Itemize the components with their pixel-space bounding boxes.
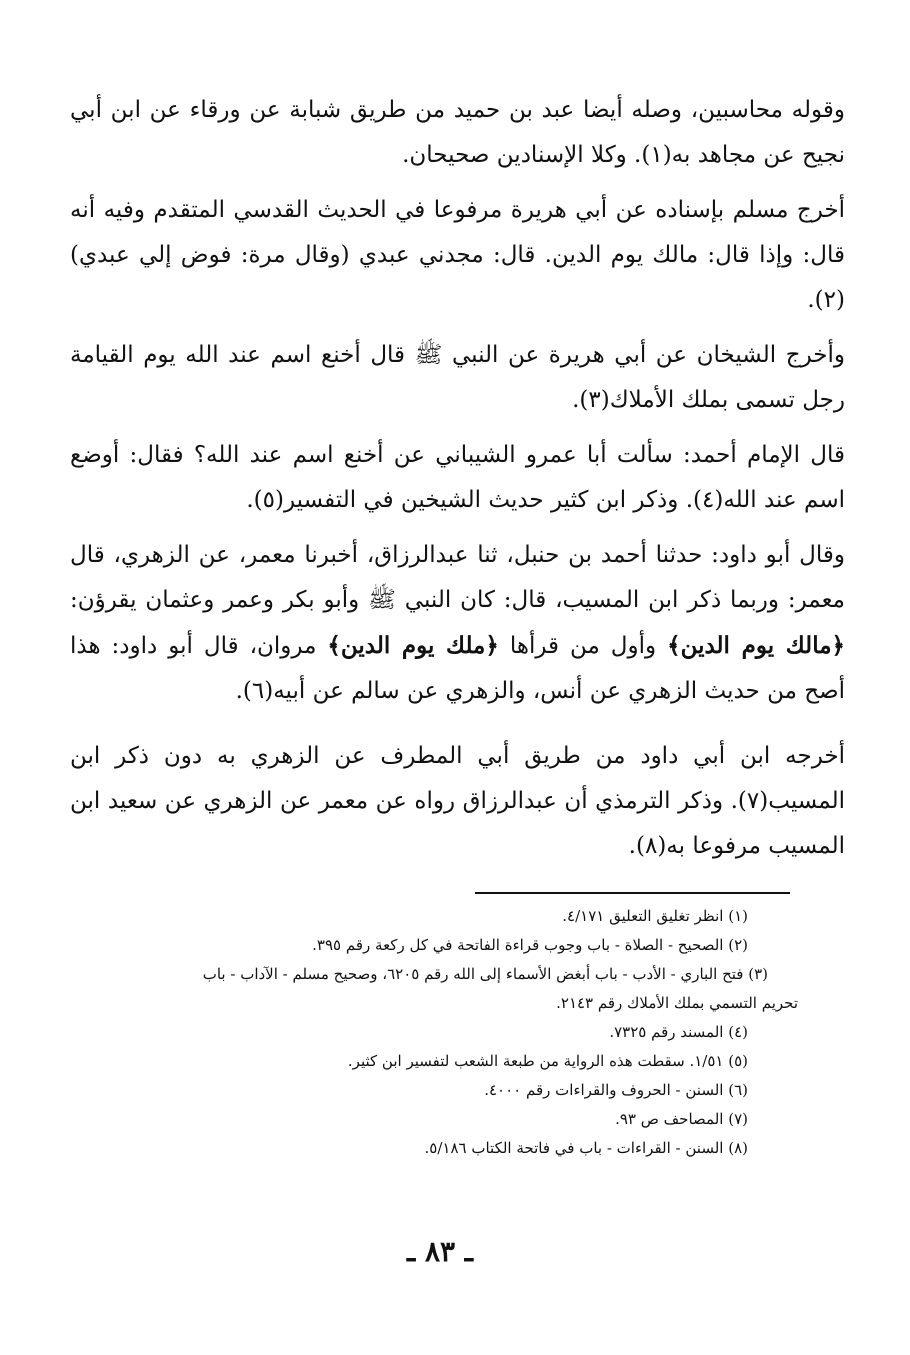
footnote-4: (٤) المسند رقم ٧٣٢٥.	[609, 1023, 748, 1041]
quran-quote-2: ﴿ملك يوم الدين﴾	[327, 632, 499, 659]
footnote-6: (٦) السنن - الحروف والقراءات رقم ٤٠٠٠.	[484, 1081, 748, 1099]
footnote-3: (٣) فتح الباري - الأدب - باب أبغض الأسماء إلى الله رقم ٦٢٠٥، وصحيح مسلم - الآداب - باب	[202, 965, 768, 983]
paragraph-5-part-3: مروان، قال أبو داود: هذا أصح من حديث الزهري عن أنس، والزهري عن سالم عن أبيه(٦).	[70, 633, 845, 704]
footnote-1: (١) انظر تغليق التعليق ٤/١٧١.	[562, 907, 748, 925]
paragraph-4: قال الإمام أحمد: سألت أبا عمرو الشيباني عن أخنع اسم عند الله؟ فقال: أوضع اسم عند الله(٤). وذكر ابن كثير حديث الشيخين في التفسير(٥).	[70, 442, 845, 513]
footnote-7: (٧) المصاحف ص ٩٣.	[615, 1110, 748, 1128]
main-text	[70, 88, 845, 879]
footnote-separator	[475, 892, 790, 894]
footnote-2: (٢) الصحيح - الصلاة - باب وجوب قراءة الفاتحة في كل ركعة رقم ٣٩٥.	[312, 936, 748, 954]
paragraph-1: وقوله محاسبين، وصله أيضا عبد بن حميد من طريق شبابة عن ورقاء عن ابن أبي نجيح عن مجاهد به(١). وكلا الإسنادين صحيحان.	[70, 97, 845, 168]
paragraph-5	[70, 533, 845, 714]
paragraph-5-part-2: وأول من قرأها	[509, 633, 657, 659]
quran-quote-1: ﴿مالك يوم الدين﴾	[667, 632, 845, 659]
paragraph-2: أخرج مسلم بإسناده عن أبي هريرة مرفوعا في الحديث القدسي المتقدم وفيه أنه قال: وإذا قال: مالك يوم الدين. قال: مجدني عبدي (وقال مرة: فوض إلي عبدي)(٢).	[70, 197, 845, 313]
footnotes	[78, 902, 798, 1163]
paragraph-6: أخرجه ابن أبي داود من طريق أبي المطرف عن الزهري به دون ذكر ابن المسيب(٧). وذكر الترمذي أن عبدالرزاق رواه عن معمر عن الزهري عن سعيد ابن المسيب مرفوعا به(٨).	[70, 743, 845, 859]
footnote-5: (٥) ١/٥١. سقطت هذه الرواية من طبعة الشعب لتفسير ابن كثير.	[347, 1052, 748, 1070]
footnote-8: (٨) السنن - القراءات - باب في فاتحة الكتاب ٥/١٨٦.	[424, 1139, 748, 1157]
page-number: ـ ٨٣ ـ	[407, 1235, 473, 1268]
paragraph-5-part-1: وقال أبو داود: حدثنا أحمد بن حنبل، ثنا عبدالرزاق، أخبرنا معمر، عن الزهري، قال معمر: وربما ذكر ابن المسيب، قال: كان النبي ﷺ وأبو بكر وعمر وعثمان يقرؤن:	[70, 542, 845, 613]
paragraph-3: وأخرج الشيخان عن أبي هريرة عن النبي ﷺ قال أخنع اسم عند الله يوم القيامة رجل تسمى بملك الأملاك(٣).	[70, 342, 845, 413]
footnote-3-continued: تحريم التسمي بملك الأملاك رقم ٢١٤٣.	[556, 994, 798, 1012]
